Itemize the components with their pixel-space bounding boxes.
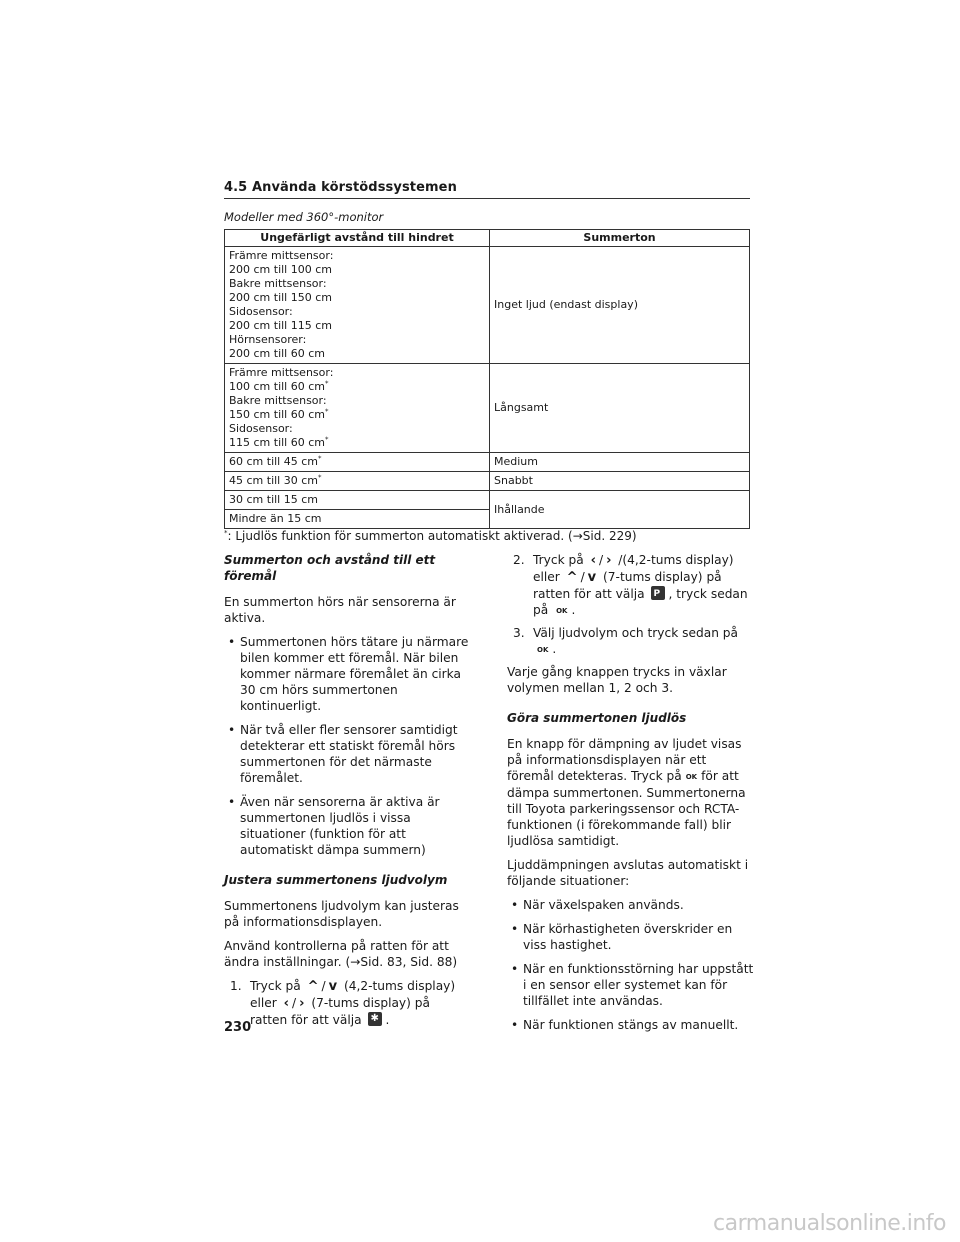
column-header-tone: Summerton xyxy=(490,230,750,247)
paragraph: Summertonens ljudvolym kan justeras på informationsdisplayen. xyxy=(224,899,459,929)
table-row xyxy=(225,247,750,364)
right-column xyxy=(507,552,755,1041)
distance-cell: Mindre än 15 cm xyxy=(225,510,490,529)
cell-line: Sidosensor: xyxy=(229,305,293,318)
list-item: • Summertonen hörs tätare ju närmare bilen kommer ett föremål. När bilen kommer närmare föremålet än cirka 30 cm hörs summertonen kontinuerligt. xyxy=(224,634,470,714)
distance-cell xyxy=(225,247,490,364)
table-row xyxy=(225,453,750,472)
tone-cell: Långsamt xyxy=(490,364,750,453)
right-arrow-icon: › xyxy=(299,996,305,1011)
cell-line: 100 cm till 60 cm* xyxy=(229,379,329,393)
left-column xyxy=(224,552,470,1034)
list-item: • Även när sensorerna är aktiva är summertonen ljudlös i vissa situationer (funktion för att automatiskt dämpa summern) xyxy=(224,794,470,858)
cell-line: 200 cm till 115 cm xyxy=(229,319,332,332)
left-arrow-icon: ‹ xyxy=(590,553,596,568)
footnote-mark: * xyxy=(318,454,322,463)
right-arrow-icon: › xyxy=(606,553,612,568)
table-row xyxy=(225,491,750,510)
list-item: • När två eller fler sensorer samtidigt detekterar ett statiskt föremål hörs summertonen för det närmaste föremålet. xyxy=(224,722,470,786)
tone-cell: Ihållande xyxy=(490,491,750,529)
table-subtitle: Modeller med 360°-monitor xyxy=(224,210,384,224)
ok-button-icon: OK xyxy=(685,773,698,781)
cell-line: 200 cm till 100 cm xyxy=(229,263,332,276)
tone-cell: Snabbt xyxy=(490,472,750,491)
step-number: 3. xyxy=(513,626,525,640)
paragraph: En knapp för dämpning av ljudet visas på informationsdisplayen när ett föremål detekteras. Tryck på OK för att dämpa summertonen. Summertonerna till Toyota parkeringssensor och RCTA-funktionen (i förekommande fall) blir ljudlösa samtidigt. xyxy=(507,737,746,848)
step-2: 2. Tryck på ‹ / › /(4,2-tums display) eller ^ / v (7-tums display) på ratten för att välja P , tryck sedan på OK . xyxy=(513,552,755,619)
distance-cell: 30 cm till 15 cm xyxy=(225,491,490,510)
cell-line: 200 cm till 60 cm xyxy=(229,347,325,360)
section-heading: Summerton och avstånd till ett föremål xyxy=(224,553,436,583)
tone-cell: Medium xyxy=(490,453,750,472)
buzzer-distance-table xyxy=(224,229,750,529)
list-item: • När körhastigheten överskrider en viss hastighet. xyxy=(507,921,755,953)
section-title: 4.5 Använda körstödssystemen xyxy=(224,180,457,195)
step-3: 3. Välj ljudvolym och tryck sedan på OK . xyxy=(513,626,738,656)
table-row xyxy=(225,472,750,491)
cell-line: Främre mittsensor: xyxy=(229,249,334,262)
distance-cell: 45 cm till 30 cm* xyxy=(225,472,490,491)
ok-button-icon: OK xyxy=(556,607,568,615)
footnote: *: Ljudlös funktion för summerton automatiskt aktiverad. (→Sid. 229) xyxy=(224,529,637,543)
step-number: 1. xyxy=(230,979,242,993)
down-arrow-icon: v xyxy=(328,979,338,994)
up-arrow-icon: ^ xyxy=(566,570,578,585)
footnote-mark: * xyxy=(325,435,329,444)
table-row xyxy=(225,364,750,453)
footnote-mark: * xyxy=(325,379,329,388)
section-heading: Göra summertonen ljudlös xyxy=(507,711,687,725)
footnote-mark: * xyxy=(224,529,228,537)
paragraph: Använd kontrollerna på ratten för att ändra inställningar. (→Sid. 83, Sid. 88) xyxy=(224,939,458,969)
table-header-row xyxy=(225,230,750,247)
ok-button-icon: OK xyxy=(537,646,549,654)
distance-cell xyxy=(225,364,490,453)
cell-line: Bakre mittsensor: xyxy=(229,394,327,407)
header-rule xyxy=(224,198,750,199)
cell-line: Sidosensor: xyxy=(229,422,293,435)
tone-cell: Inget ljud (endast display) xyxy=(490,247,750,364)
column-header-distance: Ungefärligt avstånd till hindret xyxy=(225,230,490,247)
page-number: 230 xyxy=(224,1020,252,1035)
down-arrow-icon: v xyxy=(587,570,597,585)
cell-line: Hörnsensorer: xyxy=(229,333,307,346)
section-heading: Justera summertonens ljudvolym xyxy=(224,873,448,887)
left-arrow-icon: ‹ xyxy=(283,996,290,1011)
cell-line: Främre mittsensor: xyxy=(229,366,334,379)
distance-cell: 60 cm till 45 cm* xyxy=(225,453,490,472)
list-item: • När funktionen stängs av manuellt. xyxy=(507,1017,755,1033)
step-1: 1. Tryck på ^ / v (4,2-tums display) eller ‹ / › (7-tums display) på ratten för att välja ✱ . xyxy=(230,978,470,1028)
paragraph: En summerton hörs när sensorerna är aktiva. xyxy=(224,595,456,625)
cell-line: Bakre mittsensor: xyxy=(229,277,327,290)
paragraph: Varje gång knappen trycks in växlar volymen mellan 1, 2 och 3. xyxy=(507,665,727,695)
up-arrow-icon: ^ xyxy=(307,979,319,994)
footnote-mark: * xyxy=(318,473,322,482)
paragraph: Ljuddämpningen avslutas automatiskt i följande situationer: xyxy=(507,858,749,888)
list-item: • När växelspaken används. xyxy=(507,897,755,913)
parking-sensor-icon xyxy=(651,586,665,600)
cell-line: 150 cm till 60 cm* xyxy=(229,407,329,421)
settings-gear-icon xyxy=(368,1012,382,1026)
footnote-mark: * xyxy=(325,407,329,416)
list-item: • När en funktionsstörning har uppstått i en sensor eller systemet kan för tillfället inte användas. xyxy=(507,961,755,1009)
step-number: 2. xyxy=(513,553,525,567)
cell-line: 200 cm till 150 cm xyxy=(229,291,332,304)
cell-line: 115 cm till 60 cm* xyxy=(229,435,329,449)
watermark: carmanualsonline.info xyxy=(713,1211,946,1236)
